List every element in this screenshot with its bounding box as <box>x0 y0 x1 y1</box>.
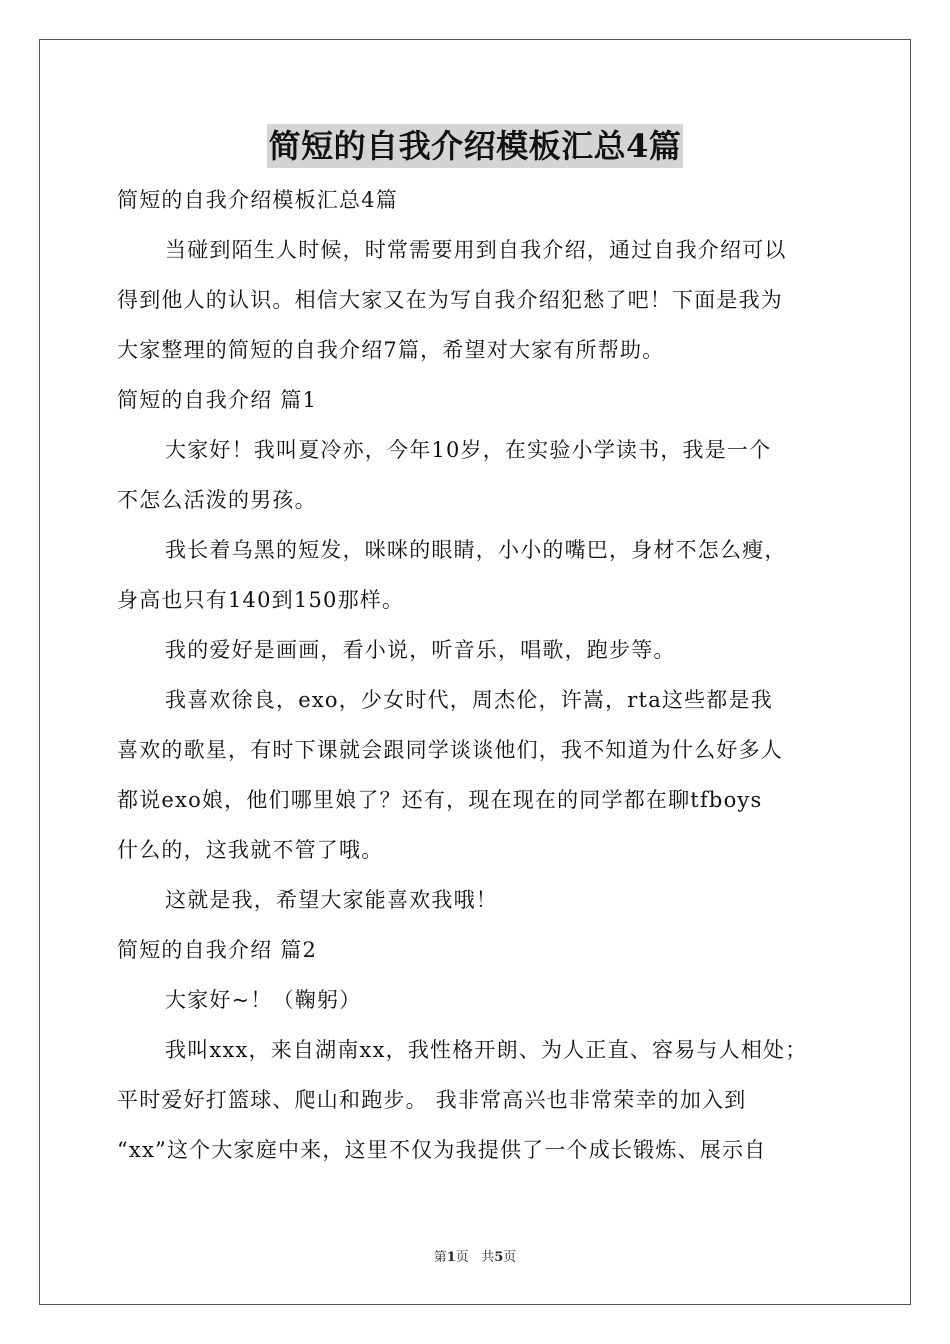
paragraph-line: 大家整理的简短的自我介绍7篇，希望对大家有所帮助。 <box>117 338 665 362</box>
title-container <box>0 124 950 168</box>
paragraph-line: 我长着乌黑的短发，咪咪的眼睛，小小的嘴巴，身材不怎么瘦， <box>165 538 787 562</box>
paragraph-line: 都说exo娘，他们哪里娘了？还有，现在现在的同学都在聊tfboys <box>117 788 763 812</box>
paragraph-line: 我叫xxx，来自湖南xx，我性格开朗、为人正直、容易与人相处； <box>165 1038 808 1062</box>
document-body <box>117 175 837 1175</box>
paragraph-line: 不怎么活泼的男孩。 <box>117 488 317 512</box>
paragraph-line: 平时爱好打篮球、爬山和跑步。 我非常高兴也非常荣幸的加入到 <box>117 1088 747 1112</box>
paragraph-line: 身高也只有140到150那样。 <box>117 588 405 612</box>
paragraph-line: 当碰到陌生人时候，时常需要用到自我介绍，通过自我介绍可以 <box>165 238 787 262</box>
section-heading: 简短的自我介绍 篇1 <box>117 388 318 412</box>
paragraph-line: 我喜欢徐良，exo，少女时代，周杰伦，许嵩，rta这些都是我 <box>165 688 773 712</box>
page-footer <box>0 1246 950 1265</box>
paragraph-line: 这就是我，希望大家能喜欢我哦！ <box>165 888 498 912</box>
total-pages: 5 <box>494 1250 504 1265</box>
page-suffix: 页 <box>455 1250 469 1265</box>
total-suffix: 页 <box>503 1250 517 1265</box>
paragraph-line: 大家好~！（鞠躬） <box>165 988 362 1012</box>
paragraph-line: 我的爱好是画画，看小说，听音乐，唱歌，跑步等。 <box>165 638 676 662</box>
section-heading: 简短的自我介绍 篇2 <box>117 938 318 962</box>
total-prefix: 共 <box>481 1250 495 1265</box>
document-title: 简短的自我介绍模板汇总4篇 <box>267 124 684 168</box>
paragraph-line: 大家好！我叫夏冷亦，今年10岁，在实验小学读书，我是一个 <box>165 438 772 462</box>
paragraph-line: 什么的，这我就不管了哦。 <box>117 838 384 862</box>
paragraph-line: 得到他人的认识。相信大家又在为写自我介绍犯愁了吧！下面是我为 <box>117 288 783 312</box>
paragraph-line: 喜欢的歌星，有时下课就会跟同学谈谈他们，我不知道为什么好多人 <box>117 738 783 762</box>
page-prefix: 第 <box>433 1250 447 1265</box>
paragraph-line: “xx”这个大家庭中来，这里不仅为我提供了一个成长锻炼、展示自 <box>117 1138 767 1162</box>
subtitle-line: 简短的自我介绍模板汇总4篇 <box>117 188 398 212</box>
page-number: 1 <box>446 1250 456 1265</box>
